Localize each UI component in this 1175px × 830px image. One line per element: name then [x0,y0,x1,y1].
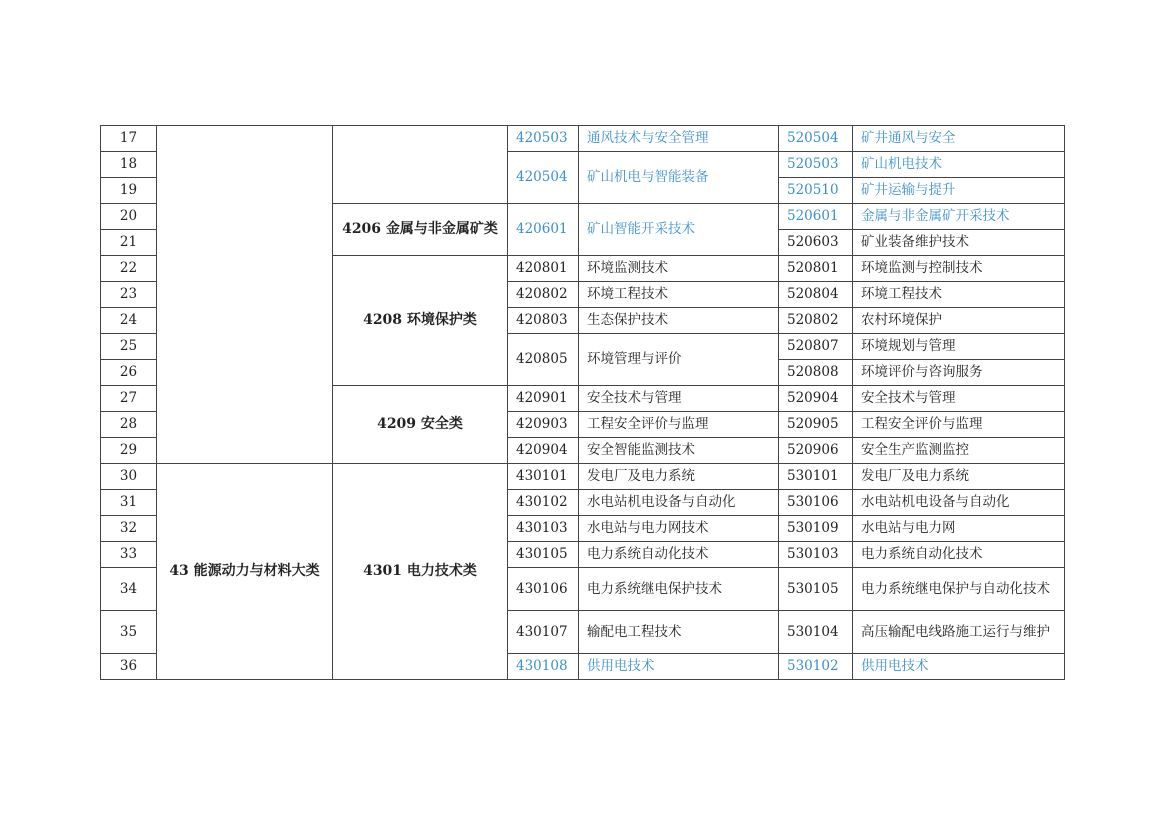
row-number: 23 [101,282,157,308]
higher-major-name: 环境工程技术 [853,282,1065,308]
sub-category-label: 4209 安全类 [333,386,508,464]
higher-major-name: 电力系统自动化技术 [853,542,1065,568]
higher-major-name: 环境监测与控制技术 [853,256,1065,282]
row-number: 35 [101,611,157,654]
secondary-major-code: 430102 [508,490,579,516]
row-number: 28 [101,412,157,438]
secondary-major-code: 420801 [508,256,579,282]
secondary-major-name[interactable]: 矿山机电与智能装备 [579,152,779,204]
secondary-major-code: 430101 [508,464,579,490]
secondary-major-name[interactable]: 通风技术与安全管理 [579,126,779,152]
sub-category-cell [333,126,508,204]
secondary-major-name: 安全智能监测技术 [579,438,779,464]
higher-major-code: 520808 [779,360,853,386]
higher-major-code: 520802 [779,308,853,334]
higher-major-name: 环境规划与管理 [853,334,1065,360]
higher-major-code: 520807 [779,334,853,360]
secondary-major-name: 水电站与电力网技术 [579,516,779,542]
secondary-major-name: 安全技术与管理 [579,386,779,412]
sub-category-label: 4208 环境保护类 [333,256,508,386]
major-mapping-table [100,125,1065,680]
row-number: 27 [101,386,157,412]
secondary-major-code[interactable]: 420504 [508,152,579,204]
higher-major-name: 环境评价与咨询服务 [853,360,1065,386]
row-number: 24 [101,308,157,334]
row-number: 18 [101,152,157,178]
higher-major-name: 安全技术与管理 [853,386,1065,412]
higher-major-code[interactable]: 520504 [779,126,853,152]
higher-major-code: 530103 [779,542,853,568]
major-category-label: 43 能源动力与材料大类 [157,464,333,680]
higher-major-name: 高压输配电线路施工运行与维护 [853,611,1065,654]
higher-major-name: 工程安全评价与监理 [853,412,1065,438]
higher-major-code[interactable]: 520510 [779,178,853,204]
secondary-major-code[interactable]: 430108 [508,654,579,680]
row-number: 34 [101,568,157,611]
secondary-major-name: 输配电工程技术 [579,611,779,654]
sub-category-label: 4301 电力技术类 [333,464,508,680]
row-number: 22 [101,256,157,282]
secondary-major-code: 420802 [508,282,579,308]
row-number: 25 [101,334,157,360]
secondary-major-code: 420805 [508,334,579,386]
higher-major-code[interactable]: 520503 [779,152,853,178]
row-number: 33 [101,542,157,568]
secondary-major-code: 430107 [508,611,579,654]
higher-major-name[interactable]: 矿井运输与提升 [853,178,1065,204]
secondary-major-code: 420903 [508,412,579,438]
higher-major-code: 530105 [779,568,853,611]
higher-major-code: 530109 [779,516,853,542]
sub-category-label: 4206 金属与非金属矿类 [333,204,508,256]
higher-major-code: 520603 [779,230,853,256]
secondary-major-name: 环境管理与评价 [579,334,779,386]
secondary-major-name: 水电站机电设备与自动化 [579,490,779,516]
higher-major-code: 520801 [779,256,853,282]
higher-major-name: 发电厂及电力系统 [853,464,1065,490]
row-number: 20 [101,204,157,230]
row-number: 31 [101,490,157,516]
secondary-major-code[interactable]: 420601 [508,204,579,256]
row-number: 26 [101,360,157,386]
secondary-major-code: 420904 [508,438,579,464]
secondary-major-code[interactable]: 420503 [508,126,579,152]
row-number: 30 [101,464,157,490]
higher-major-code: 530104 [779,611,853,654]
row-number: 36 [101,654,157,680]
row-number: 17 [101,126,157,152]
higher-major-name: 水电站与电力网 [853,516,1065,542]
table-row [101,464,1065,490]
higher-major-code[interactable]: 530102 [779,654,853,680]
secondary-major-name: 工程安全评价与监理 [579,412,779,438]
row-number: 32 [101,516,157,542]
higher-major-name: 安全生产监测监控 [853,438,1065,464]
secondary-major-code: 420803 [508,308,579,334]
secondary-major-name: 环境监测技术 [579,256,779,282]
secondary-major-name: 电力系统自动化技术 [579,542,779,568]
higher-major-code: 530106 [779,490,853,516]
secondary-major-name: 发电厂及电力系统 [579,464,779,490]
row-number: 29 [101,438,157,464]
secondary-major-name: 环境工程技术 [579,282,779,308]
higher-major-name[interactable]: 矿井通风与安全 [853,126,1065,152]
secondary-major-code: 420901 [508,386,579,412]
major-category-cell [157,126,333,464]
secondary-major-name: 生态保护技术 [579,308,779,334]
higher-major-code: 530101 [779,464,853,490]
higher-major-name: 电力系统继电保护与自动化技术 [853,568,1065,611]
secondary-major-name[interactable]: 供用电技术 [579,654,779,680]
higher-major-name[interactable]: 供用电技术 [853,654,1065,680]
higher-major-name: 水电站机电设备与自动化 [853,490,1065,516]
higher-major-name: 农村环境保护 [853,308,1065,334]
secondary-major-name[interactable]: 矿山智能开采技术 [579,204,779,256]
secondary-major-code: 430106 [508,568,579,611]
higher-major-code: 520906 [779,438,853,464]
higher-major-code: 520804 [779,282,853,308]
secondary-major-code: 430103 [508,516,579,542]
secondary-major-name: 电力系统继电保护技术 [579,568,779,611]
table-row [101,126,1065,152]
row-number: 21 [101,230,157,256]
higher-major-code[interactable]: 520601 [779,204,853,230]
row-number: 19 [101,178,157,204]
higher-major-code: 520905 [779,412,853,438]
higher-major-name: 矿业装备维护技术 [853,230,1065,256]
higher-major-name[interactable]: 金属与非金属矿开采技术 [853,204,1065,230]
higher-major-code: 520904 [779,386,853,412]
higher-major-name[interactable]: 矿山机电技术 [853,152,1065,178]
secondary-major-code: 430105 [508,542,579,568]
